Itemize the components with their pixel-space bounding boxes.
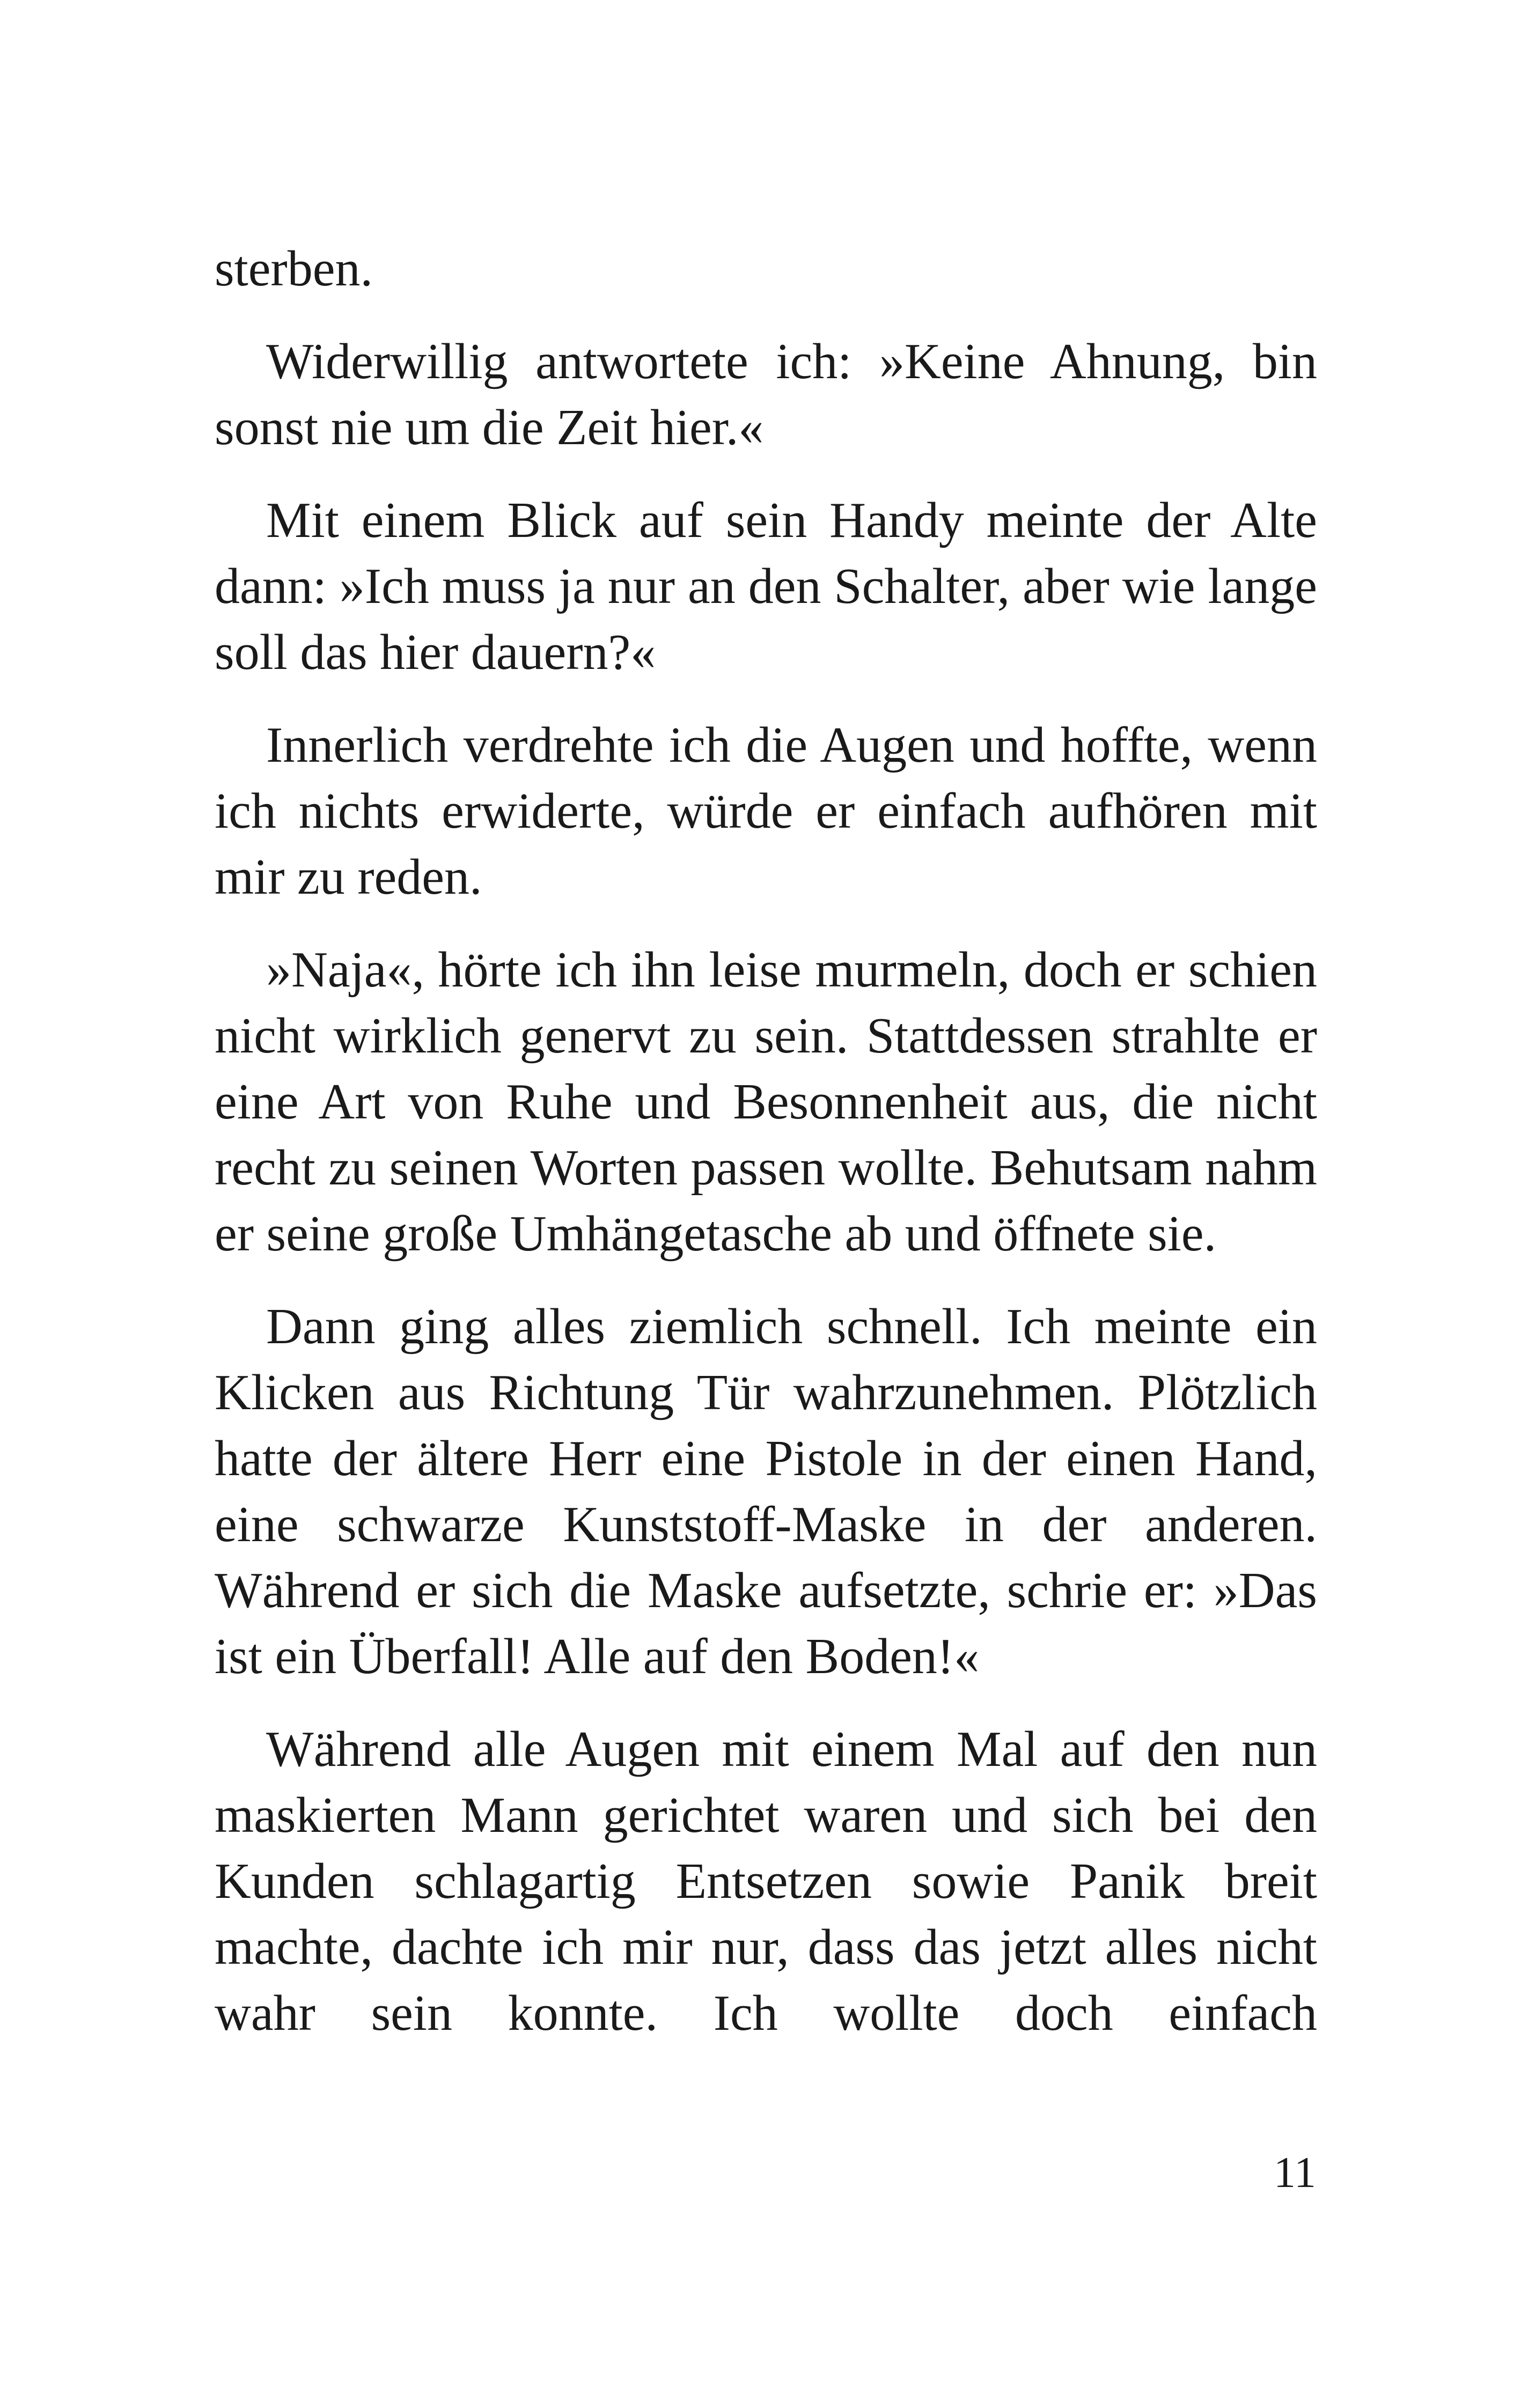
paragraph-3: Mit einem Blick auf sein Handy meinte der Alte dann: »Ich muss ja nur an den Schalter, aber wie lange soll das hier dauern?« — [215, 492, 1317, 680]
paragraph-6: Dann ging alles ziemlich schnell. Ich meinte ein Klicken aus Richtung Tür wahrzunehmen. Plötzlich hatte der ältere Herr eine Pistole in der einen Hand, eine schwarze Kunststoff-Maske in der anderen. Während er sich die Maske aufsetzte, schrie er: »Das ist ein Überfall! Alle auf den Boden!« — [215, 1299, 1317, 1684]
paragraph-5: »Naja«, hörte ich ihn leise murmeln, doch er schien nicht wirklich genervt zu sein. Stattdessen strahlte er eine Art von Ruhe und Besonnenheit aus, die nicht recht zu seinen Worten passen wollte. Behutsam nahm er seine große Umhängetasche ab und öffnete sie. — [215, 942, 1317, 1262]
paragraph-2: Widerwillig antwortete ich: »Keine Ahnung, bin sonst nie um die Zeit hier.« — [215, 334, 1317, 455]
paragraph-4: Innerlich verdrehte ich die Augen und hoffte, wenn ich nichts erwiderte, würde er einfach aufhören mit mir zu reden. — [215, 717, 1317, 905]
paragraph-1: sterben. — [215, 241, 373, 297]
paragraph-7: Während alle Augen mit einem Mal auf den nun maskierten Mann gerichtet waren und sich bei den Kunden schlagartig Entsetzen sowie Panik breit machte, dachte ich mir nur, dass das jetzt alles nicht wahr sein konnte. Ich wollte doch einfach — [215, 1721, 1317, 2041]
body-text — [215, 236, 1317, 2046]
page-number: 11 — [1274, 2148, 1316, 2197]
